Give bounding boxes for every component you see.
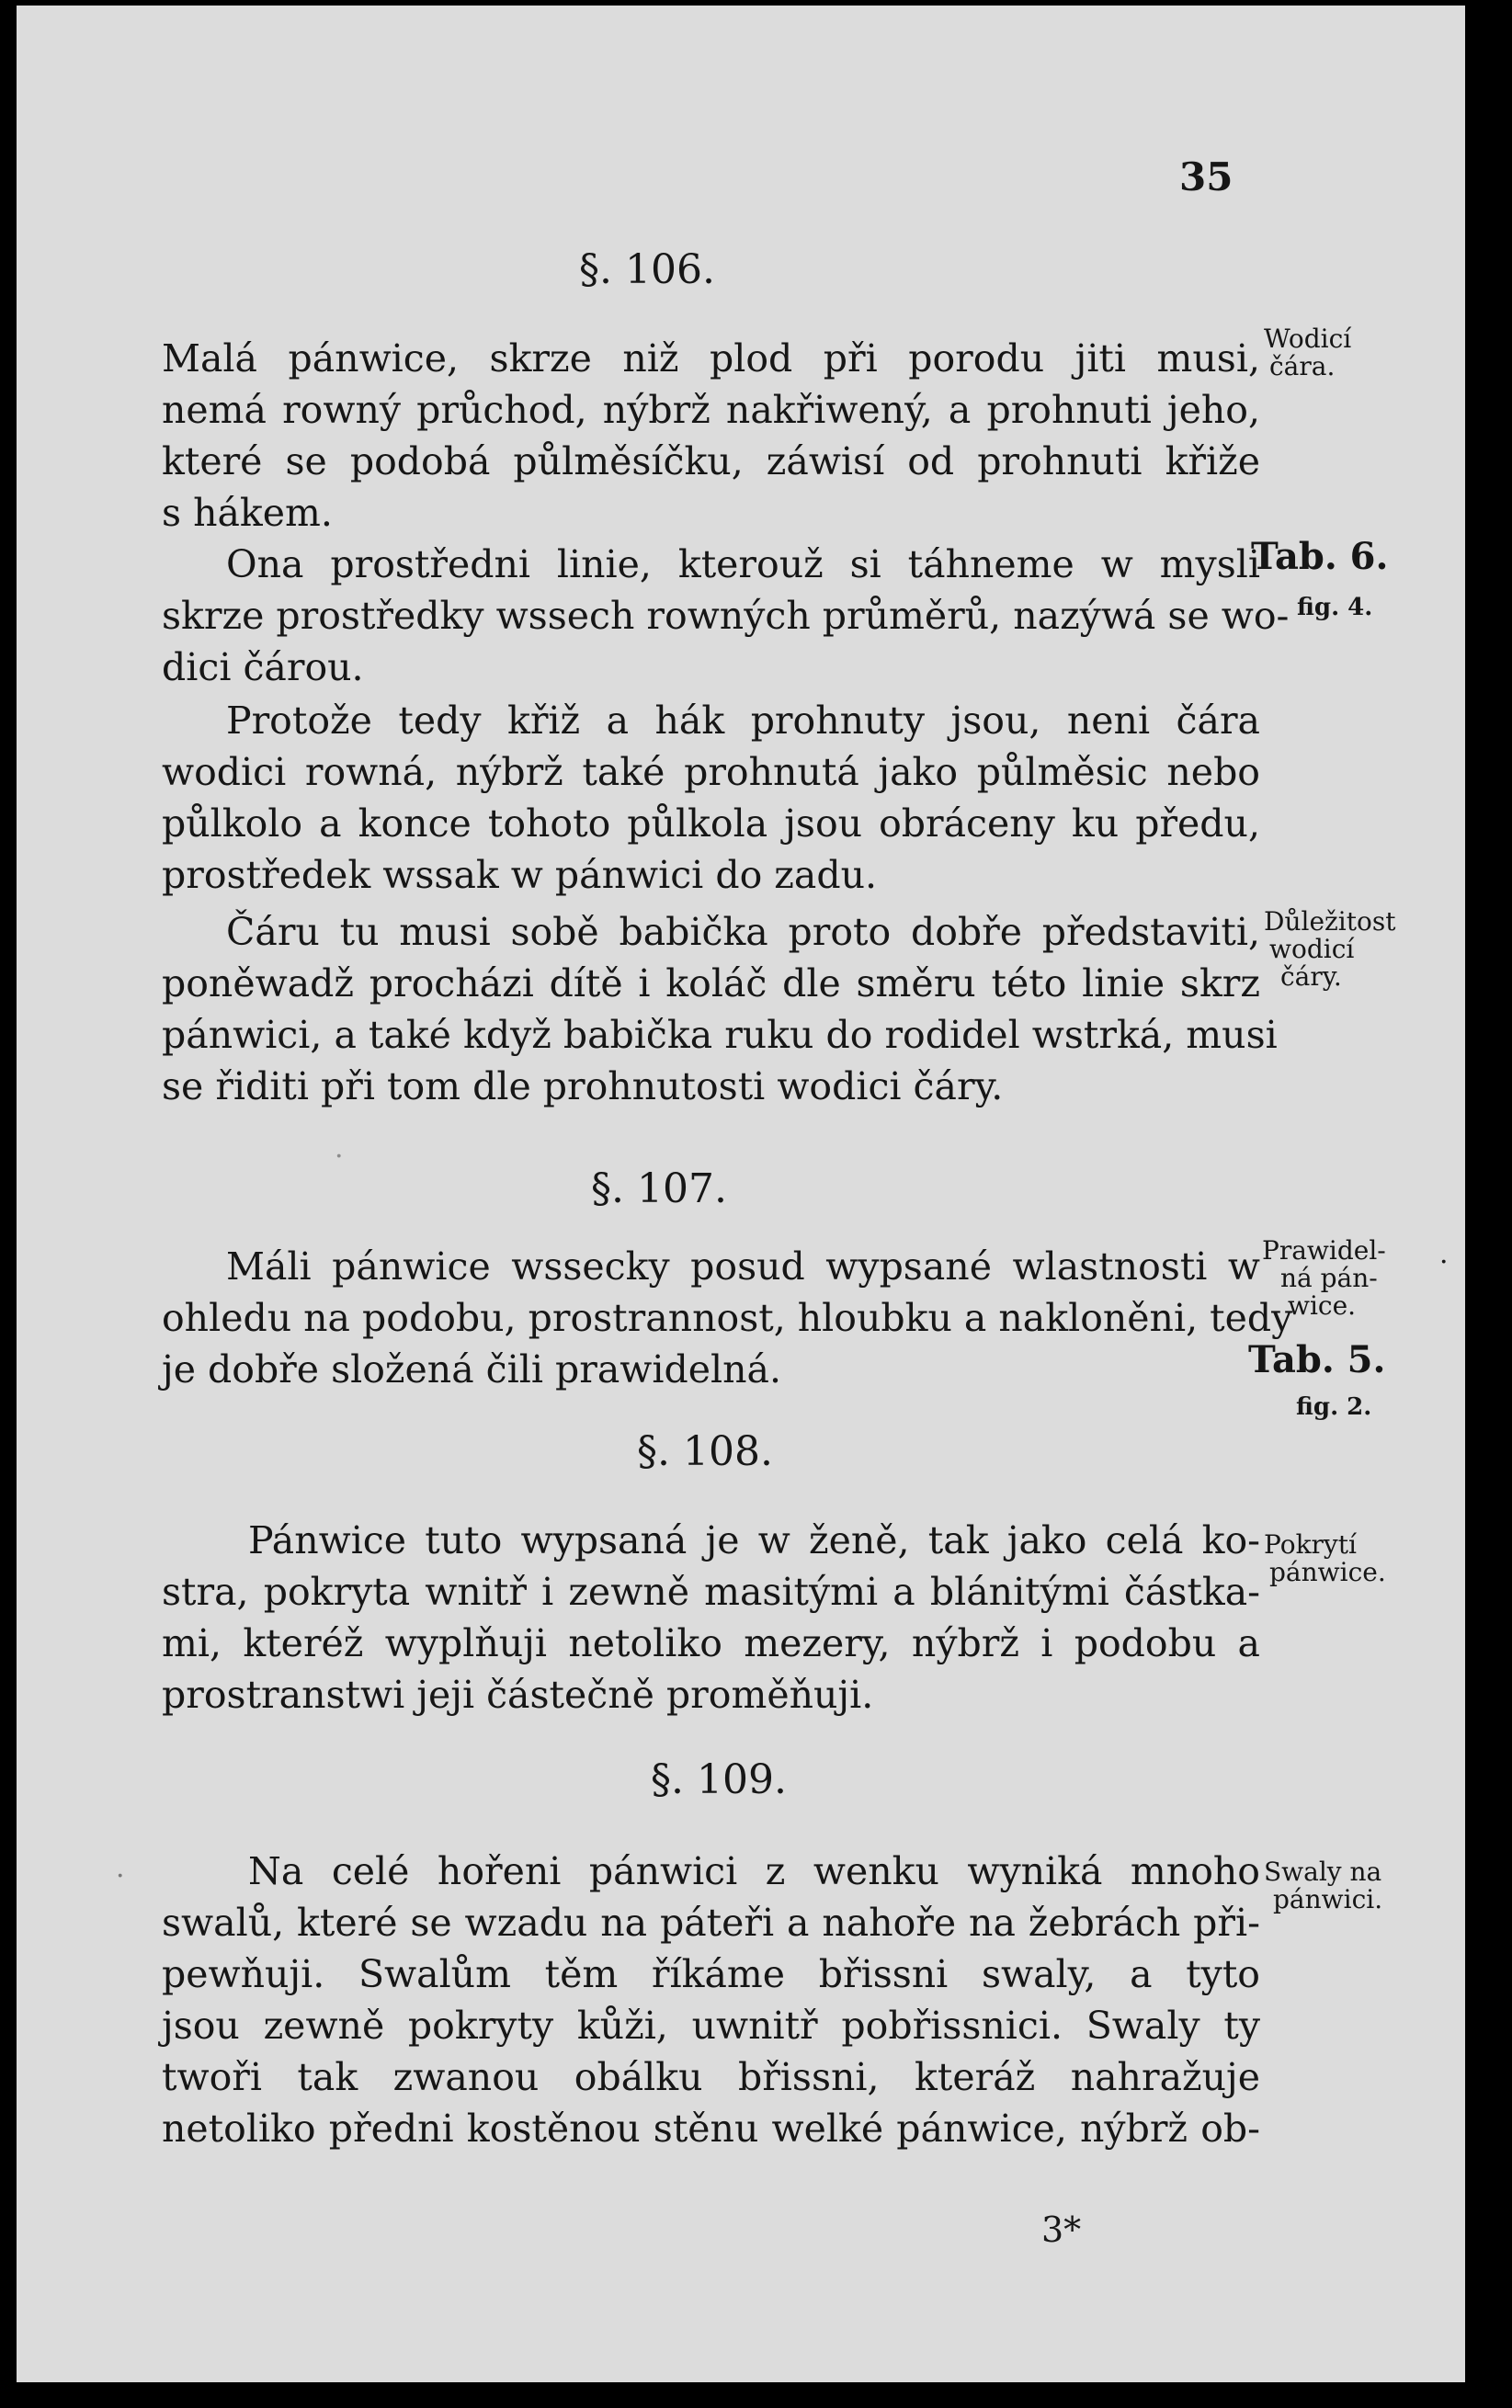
text-line: Máli pánwice wssecky posud wypsané wlastnosti w (226, 1244, 1260, 1289)
text-line: stra, pokryta wnitř i zewně masitými a blánitými částka- (162, 1570, 1260, 1614)
text-line: prostranstwi jeji částečně proměňuji. (162, 1673, 874, 1717)
text-line: Pánwice tuto wypsaná je w ženě, tak jako celá ko- (248, 1518, 1260, 1562)
text-line: Čáru tu musi sobě babička proto dobře představiti, (226, 910, 1260, 954)
print-speck: · (335, 1141, 344, 1173)
margin-note-fig-4: fig. 4. (1297, 594, 1373, 621)
text-line: se řiditi při tom dle prohnutosti wodici čáry. (162, 1064, 1004, 1108)
text-line: poněwadž procházi dítě i koláč dle směru této linie skrz (162, 961, 1260, 1005)
text-line: je dobře složená čili prawidelná. (162, 1347, 781, 1391)
margin-note-tab-5: Tab. 5. (1248, 1338, 1386, 1381)
text-line: které se podobá půlměsíčku, záwisí od prohnuti křiže (162, 439, 1260, 483)
text-line: ohledu na podobu, prostrannost, hloubku a nakloněni, tedy (162, 1296, 1293, 1340)
text-line: wodici rowná, nýbrž také prohnutá jako půlměsic nebo (162, 750, 1260, 794)
margin-note-tab-6: Tab. 6. (1251, 535, 1389, 578)
text-line: swalů, které se wzadu na páteři a nahoře na žebrách při- (162, 1901, 1260, 1945)
text-line: pewňuji. Swalům těm říkáme břissni swaly, a tyto (162, 1952, 1260, 1996)
text-line: Malá pánwice, skrze niž plod při porodu jiti musi, (162, 336, 1260, 381)
print-speck: · (116, 1860, 125, 1892)
text-line: pánwici, a také když babička ruku do rodidel wstrká, musi (162, 1013, 1278, 1057)
section-heading-106: §. 106. (579, 246, 715, 293)
page-edge-bottom (17, 2382, 1485, 2397)
section-heading-108: §. 108. (637, 1428, 773, 1475)
margin-note-wodici-cara: Wodicí čára. (1264, 324, 1352, 381)
text-line: nemá rowný průchod, nýbrž nakřiwený, a prohnuti jeho, (162, 388, 1260, 432)
page-number: 35 (1179, 154, 1233, 199)
margin-note-prawidelna: Prawidel- ná pán- wice. (1262, 1235, 1386, 1321)
margin-note-dulezitost: Důležitost wodicí čáry. (1264, 906, 1396, 992)
text-line: Protože tedy křiž a hák prohnuty jsou, neni čára (226, 699, 1260, 743)
section-heading-109: §. 109. (651, 1756, 787, 1803)
text-line: Ona prostředni linie, kterouž si táhneme w mysli (226, 542, 1260, 586)
text-line: Na celé hořeni pánwici z wenku wyniká mnoho (248, 1849, 1260, 1893)
margin-note-fig-2: fig. 2. (1296, 1393, 1372, 1421)
print-speck: · (1439, 1246, 1449, 1278)
margin-note-swaly: Swaly na pánwici. (1264, 1857, 1383, 1914)
text-line: netoliko předni kostěnou stěnu welké pánwice, nýbrž ob- (162, 2107, 1260, 2151)
text-line: prostředek wssak w pánwici do zadu. (162, 853, 878, 897)
text-line: půlkolo a konce tohoto půlkola jsou obráceny ku předu, (162, 801, 1260, 846)
text-line: twoři tak zwanou obálku břissni, kteráž nahražuje (162, 2055, 1260, 2099)
text-line: skrze prostředky wssech rowných průměrů, nazýwá se wo- (162, 594, 1290, 638)
signature-mark: 3* (1041, 2209, 1082, 2250)
text-line: s hákem. (162, 491, 333, 535)
page-edge-right (1465, 6, 1485, 2397)
text-line: jsou zewně pokryty kůži, uwnitř pobřissnici. Swaly ty (162, 2004, 1260, 2048)
text-line: mi, kteréž wyplňuji netoliko mezery, nýbrž i podobu a (162, 1621, 1260, 1665)
text-line: dici čárou. (162, 645, 364, 689)
book-page (17, 6, 1485, 2397)
section-heading-107: §. 107. (591, 1165, 727, 1212)
margin-note-pokryti: Pokrytí pánwice. (1264, 1529, 1386, 1587)
